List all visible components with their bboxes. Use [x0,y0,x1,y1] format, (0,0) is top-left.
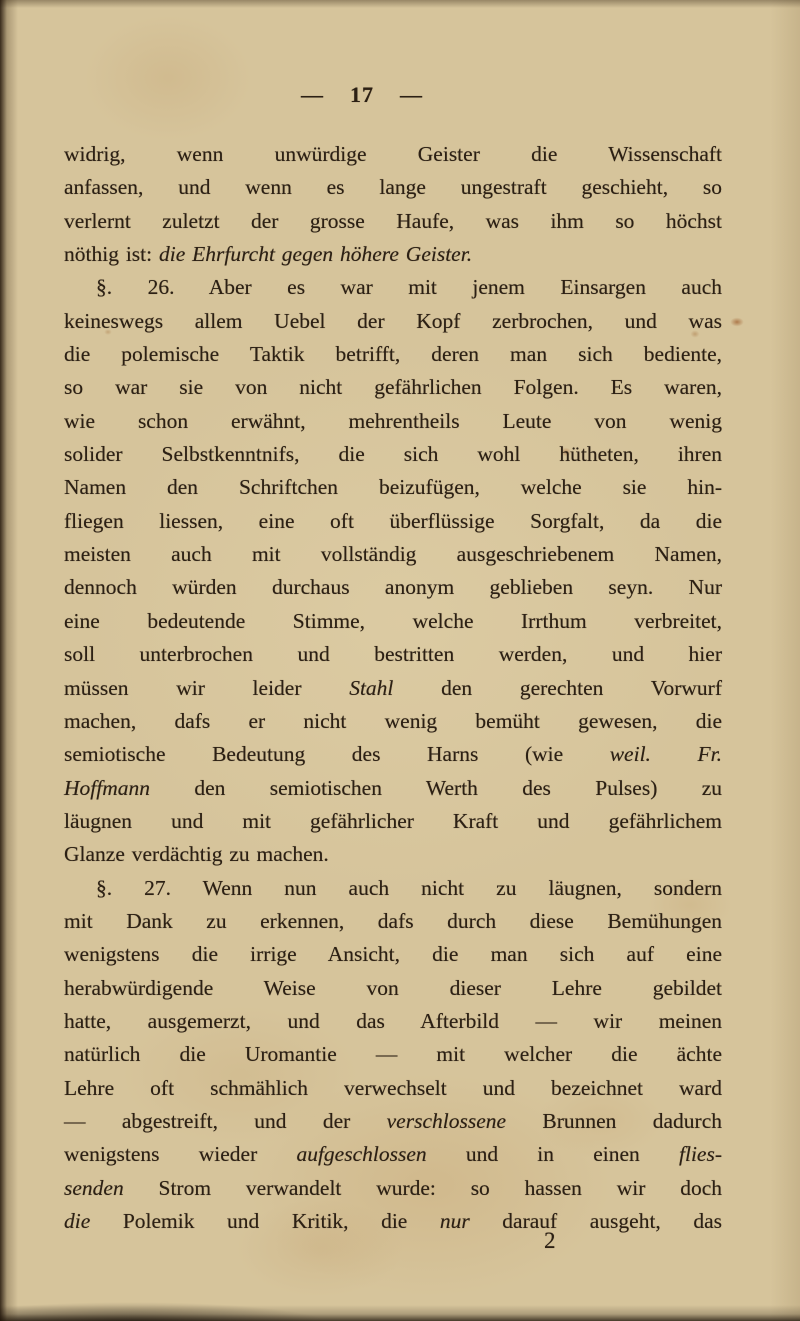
text-line [64,1172,722,1205]
text-line [64,305,722,338]
text-line [64,705,722,738]
text-line [64,471,722,504]
text-line [64,238,722,271]
text-line [64,205,722,238]
page-number: 17 [350,82,374,107]
text-line [64,1072,722,1105]
italic-text-segment: die Ehrfurcht gegen höhere Geister. [158,242,473,267]
text-segment: wenigstens wieder [64,1142,297,1167]
italic-text-segment: Stahl [349,675,394,700]
text-line [64,171,722,204]
text-segment: nöthig ist: [64,242,159,267]
text-segment: solider Selbstkenntnifs, die sich wohl hütheten, ihren [64,442,722,467]
text-segment: läugnen und mit gefährlicher Kraft und gefährlichem [64,808,722,833]
italic-text-segment: weil. Fr. [609,742,722,767]
text-segment: Glanze verdächtig zu machen. [64,842,329,867]
text-segment: keineswegs allem Uebel der Kopf zerbrochen, und was [64,308,722,333]
text-line [64,138,722,171]
text-line [64,772,722,805]
text-line [64,1205,722,1238]
text-segment: Strom verwandelt wurde: so hassen wir doch [123,1175,722,1200]
text-segment: hatte, ausgemerzt, und das Afterbild — wir meinen [64,1008,722,1033]
text-segment: natürlich die Uromantie — mit welcher die ächte [64,1042,722,1067]
text-block [64,138,722,1238]
text-line [64,1138,722,1171]
text-line [64,738,722,771]
text-segment: anfassen, und wenn es lange ungestraft geschieht, so [64,175,722,200]
text-segment: darauf ausgeht, das [469,1209,722,1233]
italic-text-segment: nur [439,1209,470,1233]
signature-mark: 2 [544,1228,556,1253]
text-segment: semiotische Bedeutung des Harns (wie [64,742,610,767]
page-header [262,82,462,108]
text-line [64,505,722,538]
text-segment: mit Dank zu erkennen, dafs durch diese Bemühungen [64,908,722,933]
text-segment: meisten auch mit vollständig ausgeschriebenem Namen, [64,542,722,567]
text-segment: Polemik und Kritik, die [90,1209,440,1233]
text-segment: machen, dafs er nicht wenig bemüht gewesen, die [64,708,722,733]
italic-text-segment: Hoffmann [64,775,150,800]
text-segment: und in einen [426,1142,679,1167]
text-segment: die polemische Taktik betrifft, deren man sich bediente, [64,342,722,367]
text-segment: widrig, wenn unwürdige Geister die Wissenschaft [64,142,722,166]
text-line [64,672,722,705]
text-segment: soll unterbrochen und bestritten werden, und hier [64,642,722,667]
text-segment: wie schon erwähnt, mehrentheils Leute von wenig [64,408,722,433]
text-line [64,872,722,905]
italic-text-segment: verschlossene [386,1108,507,1133]
italic-text-segment: flies- [679,1142,722,1167]
text-segment: eine bedeutende Stimme, welche Irrthum verbreitet, [64,608,722,633]
text-segment: den semiotischen Werth des Pulses) zu [150,775,722,800]
header-dash-left: — [301,82,324,107]
text-segment: §. 27. Wenn nun auch nicht zu läugnen, sondern [96,875,722,900]
text-line [64,638,722,671]
text-line [64,938,722,971]
text-line [64,605,722,638]
text-segment: Lehre oft schmählich verwechselt und bezeichnet ward [64,1075,722,1100]
text-line [64,1105,722,1138]
text-line [64,571,722,604]
text-line [64,905,722,938]
header-dash-right: — [400,82,423,107]
text-line [64,1005,722,1038]
text-line [64,338,722,371]
text-segment: müssen wir leider [64,675,350,700]
text-line [64,805,722,838]
text-segment: herabwürdigende Weise von dieser Lehre gebildet [64,975,722,1000]
italic-text-segment: aufgeschlossen [296,1142,427,1167]
text-segment: §. 26. Aber es war mit jenem Einsargen auch [96,275,722,300]
text-line [64,438,722,471]
text-segment: so war sie von nicht gefährlichen Folgen. Es waren, [64,375,722,400]
italic-text-segment: die [64,1209,91,1233]
text-line [64,972,722,1005]
text-segment: fliegen liessen, eine oft überflüssige Sorgfalt, da die [64,508,722,533]
text-line [64,405,722,438]
text-segment: wenigstens die irrige Ansicht, die man sich auf eine [64,942,722,967]
text-line [64,271,722,304]
text-line [64,538,722,571]
text-line [64,838,722,871]
text-segment: den gerechten Vorwurf [393,675,722,700]
text-line [64,371,722,404]
text-segment: Namen den Schriftchen beizufügen, welche sie hin- [64,475,722,500]
text-segment: verlernt zuletzt der grosse Haufe, was ihm so höchst [64,208,722,233]
text-segment: — abgestreift, und der [64,1108,387,1133]
text-segment: Brunnen dadurch [506,1108,722,1133]
italic-text-segment: senden [64,1175,124,1200]
text-segment: dennoch würden durchaus anonym geblieben seyn. Nur [64,575,722,600]
text-line [64,1038,722,1071]
